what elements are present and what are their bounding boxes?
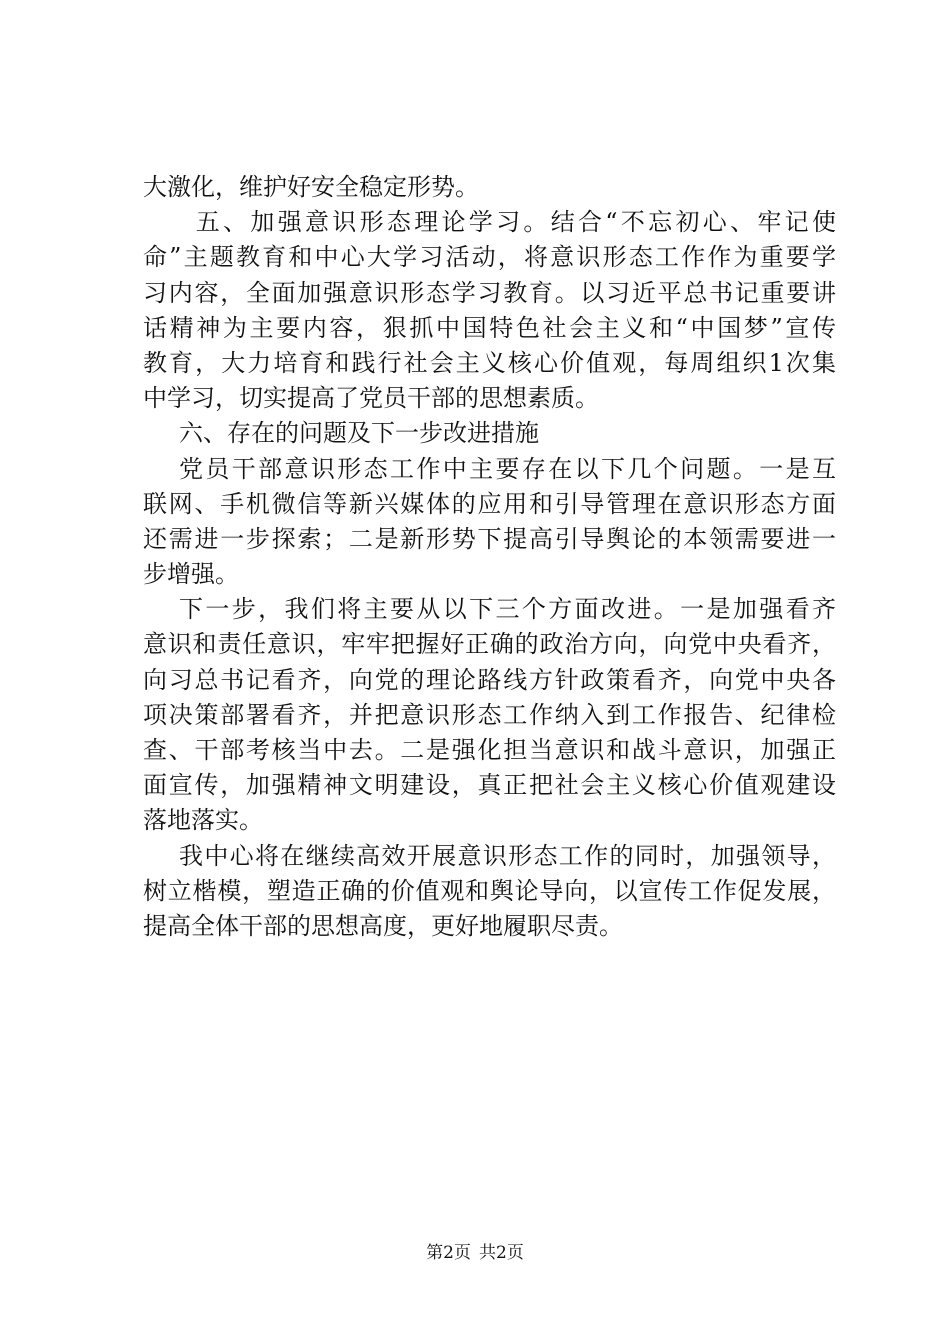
text-line: 习内容，全面加强意识形态学习教育。以习近平总书记重要讲 (143, 278, 836, 307)
text-line: 项决策部署看齐，并把意识形态工作纳入到工作报告、纪律检 (143, 700, 836, 729)
text-line: 党员干部意识形态工作中主要存在以下几个问题。一是互 (179, 454, 836, 483)
text-line: 六、存在的问题及下一步改进措施 (179, 419, 539, 448)
text-line: 联网、手机微信等新兴媒体的应用和引导管理在意识形态方面 (143, 489, 836, 518)
text-line: 向习总书记看齐，向党的理论路线方针政策看齐，向党中央各 (143, 665, 836, 694)
text-line: 意识和责任意识，牢牢把握好正确的政治方向，向党中央看齐， (143, 630, 836, 659)
text-line: 五、加强意识形态理论学习。结合“不忘初心、牢记使 (195, 208, 836, 237)
text-line: 大激化，维护好安全稳定形势。 (143, 173, 479, 201)
text-line: 我中心将在继续高效开展意识形态工作的同时，加强领导， (179, 841, 836, 870)
document-body (143, 170, 836, 944)
text-line: 步增强。 (143, 560, 239, 589)
text-line: 树立楷模，塑造正确的价值观和舆论导向，以宣传工作促发展， (143, 876, 836, 905)
text-line: 教育，大力培育和践行社会主义核心价值观，每周组织1次集 (143, 348, 836, 377)
text-line: 落地落实。 (143, 806, 263, 835)
page-footer (0, 1241, 950, 1265)
page-number: 第2页 (426, 1243, 471, 1263)
text-line: 话精神为主要内容，狠抓中国特色社会主义和“中国梦”宣传 (143, 313, 836, 342)
text-line: 下一步，我们将主要从以下三个方面改进。一是加强看齐 (179, 595, 836, 624)
text-line: 中学习，切实提高了党员干部的思想素质。 (143, 384, 599, 413)
text-line: 命”主题教育和中心大学习活动，将意识形态工作作为重要学 (143, 243, 836, 272)
text-line: 还需进一步探索；二是新形势下提高引导舆论的本领需要进一 (143, 524, 836, 553)
text-line: 提高全体干部的思想高度，更好地履职尽责。 (143, 911, 623, 940)
page-total: 共2页 (479, 1243, 524, 1263)
text-line: 查、干部考核当中去。二是强化担当意识和战斗意识，加强正 (143, 736, 836, 764)
text-line: 面宣传，加强精神文明建设，真正把社会主义核心价值观建设 (143, 771, 836, 800)
